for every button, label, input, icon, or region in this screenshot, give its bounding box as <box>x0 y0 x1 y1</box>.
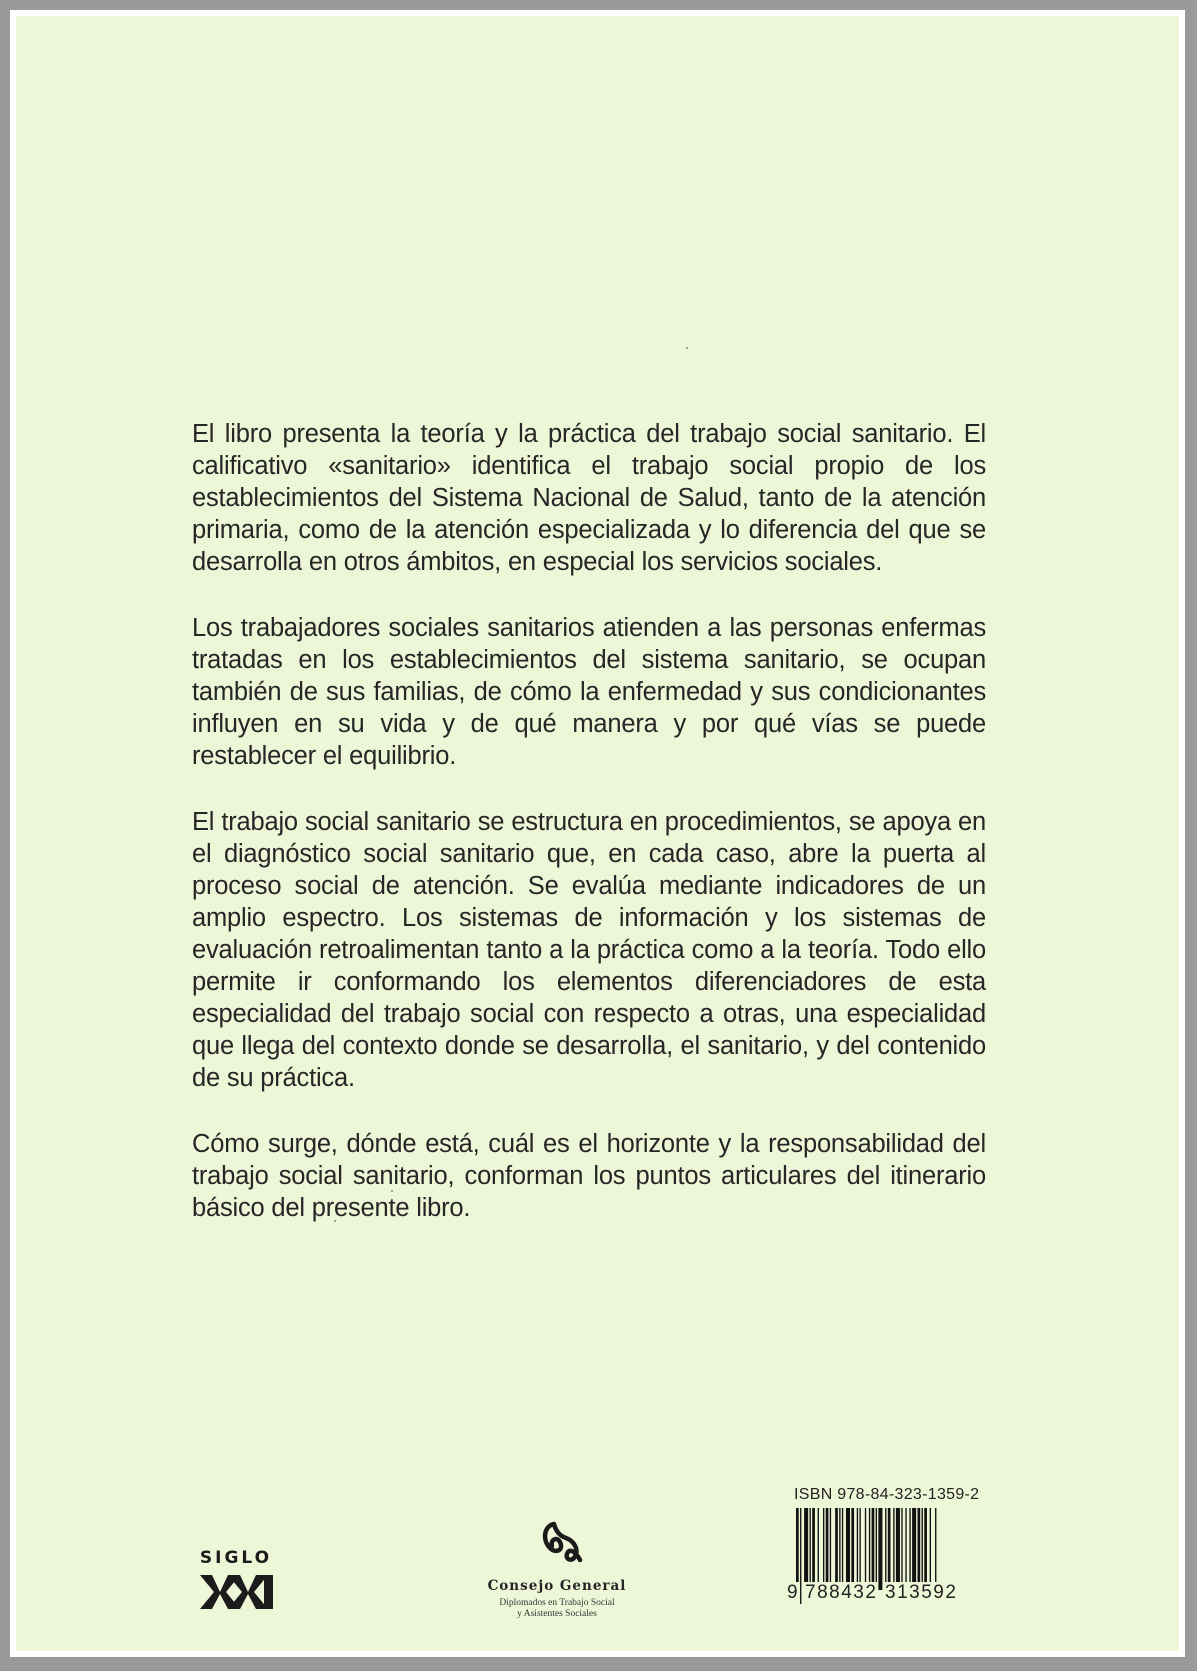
barcode-bar <box>901 1508 902 1590</box>
barcode-bar <box>826 1508 829 1590</box>
siglo-wordmark: SIGLO <box>199 1548 273 1568</box>
barcode-bar <box>818 1508 819 1590</box>
barcode-bar <box>872 1508 875 1590</box>
barcode-bar <box>912 1508 916 1590</box>
blurb-paragraph-2: Los trabajadores sociales sanitarios atienden a las personas enfermas tratadas en los establecimientos del sistema sanitario, se ocupan también de sus familias, de cómo la enfermedad y sus condicionantes influyen en su vida y de qué manera y por qué vías se puede restablecer el equilibrio. <box>192 614 986 770</box>
barcode-bar <box>804 1508 808 1590</box>
ean-left-group: 788432 <box>805 1582 878 1603</box>
siglo-xxi-icon <box>198 1573 274 1611</box>
ean-right-group: 313592 <box>885 1582 958 1603</box>
barcode-bar <box>896 1508 900 1590</box>
paper-speck <box>686 347 688 349</box>
barcode-bar <box>859 1508 860 1590</box>
barcode-bar <box>888 1508 891 1590</box>
trabajo-social-logo-icon <box>530 1520 584 1564</box>
barcode-bar <box>905 1508 906 1590</box>
blurb-text <box>192 418 986 1258</box>
barcode-bar <box>924 1508 927 1590</box>
barcode-bar <box>918 1508 921 1590</box>
siglo-xxi-logo <box>196 1549 276 1616</box>
barcode-bar <box>830 1508 831 1590</box>
ean-first-digit: 9 <box>787 1582 798 1603</box>
consejo-subtitle-line-2: y Asistentes Sociales <box>517 1609 597 1619</box>
blurb-paragraph-4: Cómo surge, dónde está, cuál es el horizonte y la responsabilidad del trabajo social sanitario, conforman los puntos articulares del itinerario básico del presente libro. <box>192 1130 986 1222</box>
book-back-cover <box>10 10 1185 1657</box>
barcode-bar <box>876 1508 877 1590</box>
barcode-bar <box>823 1508 824 1590</box>
barcode-bar <box>835 1508 838 1590</box>
isbn-label: ISBN 978-84-323-1359-2 <box>794 1486 980 1503</box>
barcode-bar <box>930 1508 931 1590</box>
barcode-bar <box>857 1508 858 1590</box>
barcode-bar <box>885 1508 886 1590</box>
barcode-bar <box>812 1508 815 1590</box>
ean-digits <box>786 1582 976 1604</box>
blurb-paragraph-1: El libro presenta la teoría y la práctica del trabajo social sanitario. El calificativo «sanitario» identifica el trabajo social propio de los establecimientos del Sistema Nacional de Salud, tanto de la atención primaria, como de la atención especializada y lo diferencia del que se desarrolla en otros ámbitos, en especial los servicios sociales. <box>192 420 986 576</box>
barcode-bar <box>842 1508 843 1590</box>
barcode-bar <box>810 1508 811 1590</box>
consejo-subtitle-line-1: Diplomados en Trabajo Social <box>499 1598 615 1608</box>
barcode-bar <box>922 1508 923 1590</box>
barcode-bar <box>846 1508 850 1590</box>
barcode-bar <box>851 1508 854 1590</box>
consejo-general-logo <box>482 1520 632 1620</box>
barcode-bar <box>893 1508 894 1590</box>
consejo-title: Consejo General <box>487 1578 627 1594</box>
barcode-bar <box>839 1508 840 1590</box>
barcode-bar <box>878 1508 882 1590</box>
barcode-bar <box>909 1508 910 1590</box>
blurb-paragraph-3: El trabajo social sanitario se estructura en procedimientos, se apoya en el diagnóstico social sanitario que, en cada caso, abre la puerta al proceso social de atención. Se evalúa mediante indicadores de un amplio espectro. Los sistemas de información y los sistemas de evaluación retroalimentan tanto a la práctica como a la teoría. Todo ello permite ir conformando los elementos diferenciadores de esta especialidad del trabajo social con respecto a otras, una especialidad que llega del contexto donde se desarrolla, el sanitario, y del contenido de su práctica. <box>192 808 986 1092</box>
